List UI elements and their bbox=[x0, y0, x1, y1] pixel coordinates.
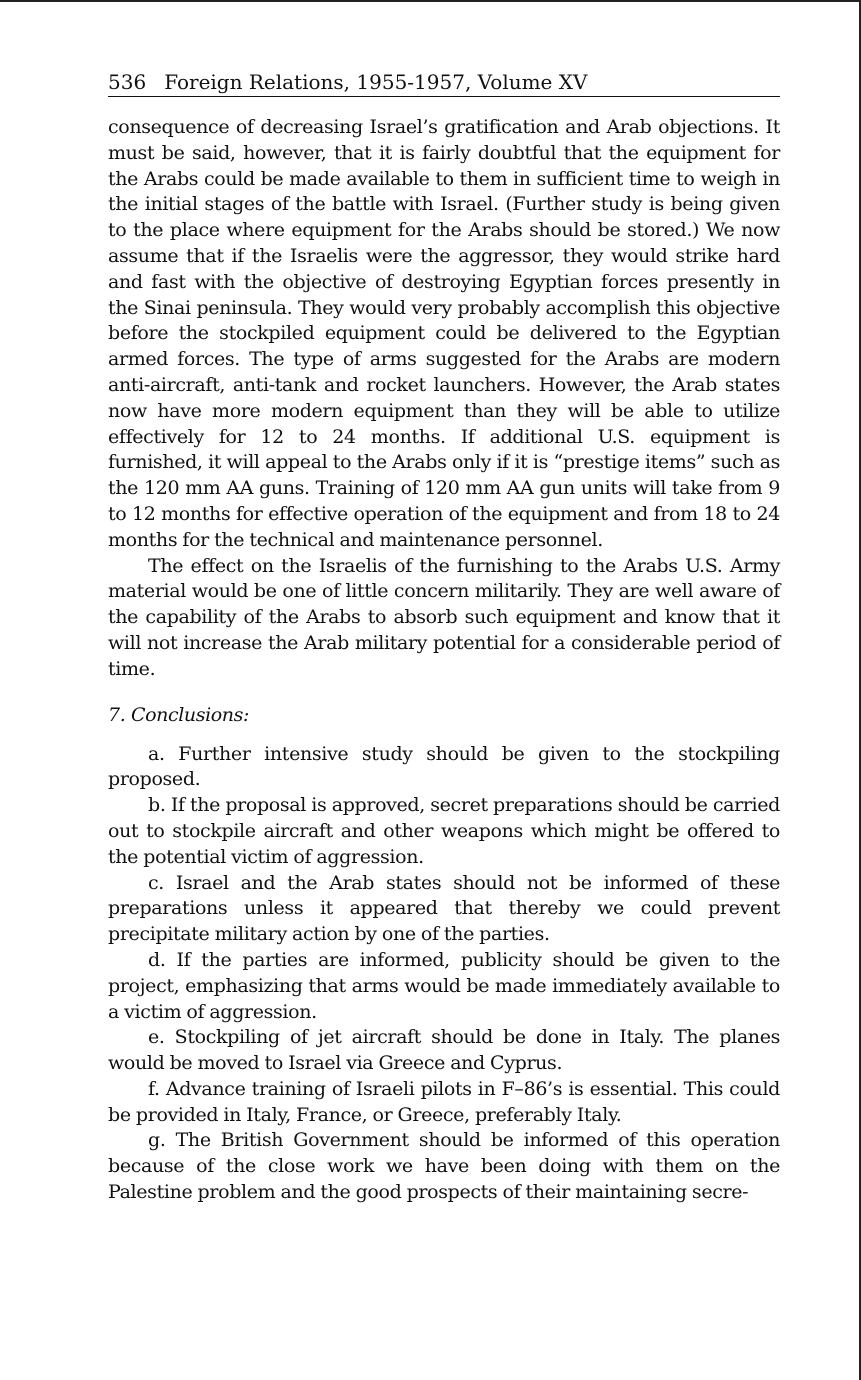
conclusion-item-d: d. If the parties are informed, publicity should be given to the project, emphasizing that arms would be made immediately available to a victim of aggression. bbox=[108, 948, 780, 1023]
running-head bbox=[108, 70, 780, 97]
conclusion-item-e: e. Stockpiling of jet aircraft should be done in Italy. The planes would be moved to Israel via Greece and Cyprus. bbox=[108, 1026, 780, 1075]
conclusion-item-c: c. Israel and the Arab states should not be informed of these preparations unless it appeared that thereby we could prevent precipitate military action by one of the parties. bbox=[108, 871, 780, 946]
conclusion-item-g: g. The British Government should be informed of this operation because of the close work we have been doing with them on the Palestine problem and the good prospects of their maintaining secre- bbox=[108, 1129, 780, 1204]
section-title: Conclusions: bbox=[130, 703, 249, 726]
section-number: 7. bbox=[108, 703, 126, 726]
body-paragraph: consequence of decreasing Israel’s gratification and Arab objections. It must be said, however, that it is fairly doubtful that the equipment for the Arabs could be made available to them in sufficient time to weigh in the initial stages of the battle with Israel. (Further study is being given to the place where equipment for the Arabs should be stored.) We now assume that if the Israelis were the aggressor, they would strike hard and fast with the objective of destroying Egyptian forces presently in the Sinai peninsula. They would very probably accomplish this objective before the stockpiled equipment could be delivered to the Egyptian armed forces. The type of arms suggested for the Arabs are modern anti-aircraft, anti-tank and rocket launchers. However, the Arab states now have more modern equipment than they will be able to utilize effectively for 12 to 24 months. If additional U.S. equipment is furnished, it will appeal to the Arabs only if it is “prestige items” such as the 120 mm AA guns. Training of 120 mm AA gun units will take from 9 to 12 months for effective operation of the equipment and from 18 to 24 months for the technical and maintenance personnel. bbox=[108, 116, 780, 551]
document-page bbox=[108, 70, 780, 1206]
conclusion-item-f: f. Advance training of Israeli pilots in F–86’s is essential. This could be provided in Italy, France, or Greece, preferably Italy. bbox=[108, 1077, 780, 1126]
page-number: 536 bbox=[108, 70, 147, 94]
conclusion-item-b: b. If the proposal is approved, secret preparations should be carried out to stockpile aircraft and other weapons which might be offered to the potential victim of aggression. bbox=[108, 794, 780, 868]
conclusion-item-a: a. Further intensive study should be given to the stockpiling proposed. bbox=[108, 742, 780, 791]
body-paragraph: The effect on the Israelis of the furnishing to the Arabs U.S. Army material would be one of little concern militarily. They are well aware of the capability of the Arabs to absorb such equipment and know that it will not increase the Arab military potential for a considerable period of time. bbox=[108, 554, 780, 680]
running-head-title: Foreign Relations, 1955-1957, Volume XV bbox=[164, 70, 588, 94]
page-top-border bbox=[0, 0, 861, 2]
section-heading bbox=[108, 703, 780, 728]
